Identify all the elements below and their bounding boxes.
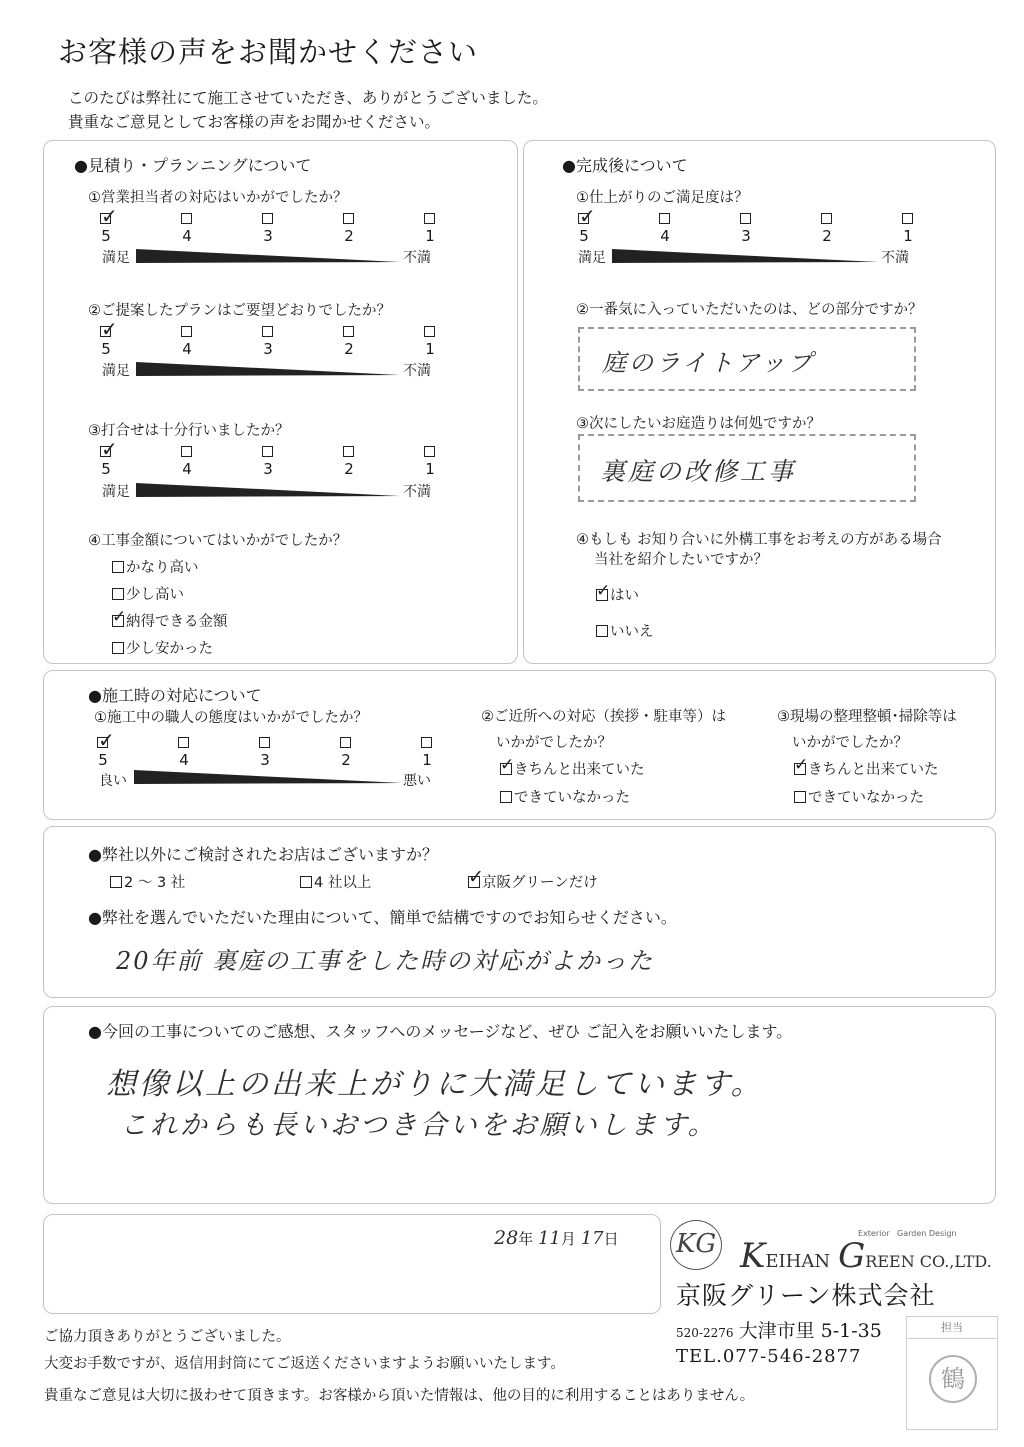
satisfied-label: 満足	[102, 363, 130, 379]
checked-checkbox-icon: ✓	[794, 755, 809, 775]
staff-label: 担当	[907, 1317, 997, 1339]
intro-line-2: 貴重なご意見としてお客様の声をお聞かせください。	[68, 113, 441, 131]
comments-question: ●今回の工事についてのご感想、スタッフへのメッセージなど、ぜひ ご記入をお願いいたします。	[88, 1022, 793, 1041]
planning-q1-checkbox-1[interactable]	[424, 213, 435, 224]
price-option-slightly-cheap[interactable]: 少し安かった	[112, 637, 213, 658]
scale-number: 4	[179, 751, 189, 769]
next-garden-answer-box[interactable]	[578, 434, 916, 502]
planning-q3-checkbox-1[interactable]	[424, 446, 435, 457]
cleanup-option-good[interactable]: ✓ きちんと出来ていた	[794, 755, 939, 778]
referral-option-no[interactable]: いいえ	[596, 620, 654, 641]
other-shops-option-keihan-only[interactable]: ✓ 京阪グリーンだけ	[468, 866, 598, 891]
planning-q4-text: ④工事金額についてはいかがでしたか？	[88, 533, 348, 549]
after-q2-text: ②一番気に入っていただいたのは、どの部分ですか？	[576, 302, 923, 318]
checkbox-icon	[300, 876, 312, 888]
staff-stamp-box	[906, 1316, 998, 1430]
checkbox-icon	[112, 588, 124, 600]
scale-number: 3	[741, 227, 751, 245]
checkbox-icon	[794, 791, 806, 803]
scale-number: 3	[263, 460, 273, 478]
other-shops-section	[43, 826, 996, 998]
scale-number: 3	[263, 227, 273, 245]
entry-date: 28年 11月 17日	[494, 1227, 619, 1249]
planning-q1-checkbox-4[interactable]	[181, 213, 192, 224]
unsatisfied-label: 不満	[403, 363, 431, 379]
scale-number: 4	[660, 227, 670, 245]
construction-q2-text-2: いかがでしたか？	[496, 735, 612, 751]
satisfied-label: 満足	[578, 250, 606, 266]
logo-tagline-1: Exterior	[858, 1229, 890, 1238]
cleanup-option-bad[interactable]: できていなかった	[794, 786, 924, 807]
scale-number: 5	[101, 340, 111, 358]
check-mark-icon: ✓	[101, 204, 118, 228]
after-heading: ●完成後について	[562, 156, 688, 175]
construction-q1-text: ①施工中の職人の態度はいかがでしたか？	[94, 710, 368, 726]
check-mark-icon: ✓	[101, 437, 118, 461]
after-q1-text: ①仕上がりのご満足度は？	[576, 190, 749, 206]
scale-number: 1	[903, 227, 913, 245]
reason-handwriting: 20年前 裏庭の工事をした時の対応がよかった	[116, 947, 655, 975]
scale-number: 2	[344, 227, 354, 245]
unsatisfied-label: 不満	[403, 250, 431, 266]
after-q1-checkbox-4[interactable]	[659, 213, 670, 224]
good-label: 良い	[99, 773, 127, 789]
craftsman-checkbox-3[interactable]	[259, 737, 270, 748]
after-q4-text-1: ④もしも お知り合いに外構工事をお考えの方がある場合	[576, 532, 942, 548]
check-mark-icon: ✓	[101, 317, 118, 341]
satisfaction-wedge	[136, 483, 400, 497]
planning-heading: ●見積り・プランニングについて	[74, 156, 312, 175]
satisfaction-wedge	[612, 249, 878, 263]
checked-checkbox-icon: ✓	[500, 755, 515, 775]
planning-q1-checkbox-2[interactable]	[343, 213, 354, 224]
company-logo-icon: KG	[670, 1220, 722, 1270]
scale-number: 2	[341, 751, 351, 769]
construction-q2-text-1: ②ご近所への対応（挨拶・駐車等）は	[481, 709, 726, 725]
footer-thanks: ご協力頂きありがとうございました。	[44, 1329, 291, 1345]
scale-number: 5	[98, 751, 108, 769]
checkbox-icon	[500, 791, 512, 803]
satisfaction-wedge	[136, 362, 400, 376]
construction-q3-text-1: ③現場の整理整頓･掃除等は	[777, 709, 957, 725]
checked-checkbox-icon: ✓	[468, 866, 484, 888]
planning-q3-checkbox-3[interactable]	[262, 446, 273, 457]
scale-number: 5	[579, 227, 589, 245]
planning-q3-text: ③打合せは十分行いましたか？	[88, 423, 290, 439]
neighbor-option-bad[interactable]: できていなかった	[500, 786, 630, 807]
staff-seal-icon: 鶴	[929, 1355, 977, 1403]
scale-number: 2	[344, 460, 354, 478]
scale-number: 1	[425, 340, 435, 358]
scale-number: 5	[101, 460, 111, 478]
bad-label: 悪い	[403, 773, 431, 789]
scale-number: 4	[182, 227, 192, 245]
scale-number: 4	[182, 340, 192, 358]
comments-section	[43, 1006, 996, 1204]
checked-checkbox-icon: ✓	[596, 581, 611, 601]
after-completion-section	[523, 140, 996, 664]
reason-question: ●弊社を選んでいただいた理由について、簡単で結構ですのでお知らせください。	[88, 908, 677, 927]
after-q1-checkbox-3[interactable]	[740, 213, 751, 224]
planning-q2-checkbox-1[interactable]	[424, 326, 435, 337]
satisfaction-wedge	[136, 249, 400, 263]
comments-handwriting-line-1: 想像以上の出来上がりに大満足しています。	[106, 1067, 764, 1102]
satisfied-label: 満足	[102, 250, 130, 266]
attitude-wedge	[134, 770, 402, 784]
planning-q1-text: ①営業担当者の対応はいかがでしたか？	[88, 190, 348, 206]
favorite-part-handwriting: 庭のライトアップ	[602, 349, 815, 377]
other-shops-option-4-plus[interactable]: 4 社以上	[300, 871, 371, 892]
scale-number: 5	[101, 227, 111, 245]
craftsman-checkbox-2[interactable]	[340, 737, 351, 748]
scale-number: 1	[422, 751, 432, 769]
planning-q2-checkbox-3[interactable]	[262, 326, 273, 337]
price-option-slightly-high[interactable]: 少し高い	[112, 583, 184, 604]
price-option-very-high[interactable]: かなり高い	[112, 556, 199, 577]
check-mark-icon: ✓	[579, 204, 596, 228]
satisfied-label: 満足	[102, 484, 130, 500]
footer-privacy-note: 貴重なご意見は大切に扱わせて頂きます。お客様から頂いた情報は、他の目的に利用することはありません。	[44, 1388, 755, 1404]
scale-number: 1	[425, 227, 435, 245]
scale-number: 4	[182, 460, 192, 478]
planning-section	[43, 140, 518, 664]
checked-checkbox-icon: ✓	[112, 607, 127, 627]
craftsman-checkbox-4[interactable]	[178, 737, 189, 748]
checkbox-icon	[110, 876, 122, 888]
planning-q3-checkbox-2[interactable]	[343, 446, 354, 457]
signature-date-box	[43, 1214, 661, 1314]
neighbor-option-good[interactable]: ✓ きちんと出来ていた	[500, 755, 645, 778]
planning-q2-text: ②ご提案したプランはご要望どおりでしたか？	[88, 303, 391, 319]
planning-q2-checkbox-2[interactable]	[343, 326, 354, 337]
after-q3-text: ③次にしたいお庭造りは何処ですか？	[576, 416, 821, 432]
unsatisfied-label: 不満	[881, 250, 909, 266]
planning-q1-checkbox-3[interactable]	[262, 213, 273, 224]
scale-number: 3	[260, 751, 270, 769]
page-title: お客様の声をお聞かせください	[58, 35, 479, 69]
checkbox-icon	[596, 625, 608, 637]
scale-number: 3	[263, 340, 273, 358]
construction-section	[43, 670, 996, 820]
company-name-english: KEIHAN GREEN CO.,LTD.	[740, 1236, 992, 1276]
logo-tagline-2: Garden Design	[897, 1229, 957, 1238]
footer-return-request: 大変お手数ですが、返信用封筒にてご返送くださいますようお願いいたします。	[44, 1356, 565, 1372]
scale-number: 1	[425, 460, 435, 478]
company-phone: TEL.077-546-2877	[676, 1346, 862, 1367]
favorite-part-answer-box[interactable]	[578, 327, 916, 391]
comments-handwriting-line-2: これからも長いおつき合いをお願いします。	[120, 1110, 718, 1141]
planning-q2-checkbox-4[interactable]	[181, 326, 192, 337]
next-garden-handwriting: 裏庭の改修工事	[600, 457, 797, 486]
intro-line-1: このたびは弊社にて施工させていただき、ありがとうございました。	[68, 89, 548, 107]
after-q1-checkbox-1[interactable]	[902, 213, 913, 224]
unsatisfied-label: 不満	[403, 484, 431, 500]
checkbox-icon	[112, 561, 124, 573]
referral-option-yes[interactable]: ✓ はい	[596, 581, 639, 604]
construction-q3-text-2: いかがでしたか？	[792, 735, 908, 751]
check-mark-icon: ✓	[98, 728, 115, 752]
construction-heading: ●施工時の対応について	[88, 686, 262, 705]
after-q1-checkbox-2[interactable]	[821, 213, 832, 224]
planning-q3-checkbox-4[interactable]	[181, 446, 192, 457]
other-shops-question: ●弊社以外にご検討されたお店はございますか？	[88, 845, 438, 864]
scale-number: 2	[822, 227, 832, 245]
after-q4-text-2: 当社を紹介したいですか？	[594, 552, 768, 568]
scale-number: 2	[344, 340, 354, 358]
company-address: 520-2276 大津市里 5-1-35	[676, 1320, 882, 1342]
checkbox-icon	[112, 642, 124, 654]
other-shops-option-2-3[interactable]: 2 ～ 3 社	[110, 871, 185, 892]
craftsman-checkbox-1[interactable]	[421, 737, 432, 748]
company-name-japanese: 京阪グリーン株式会社	[676, 1281, 936, 1310]
price-option-reasonable[interactable]: ✓ 納得できる金額	[112, 607, 228, 630]
